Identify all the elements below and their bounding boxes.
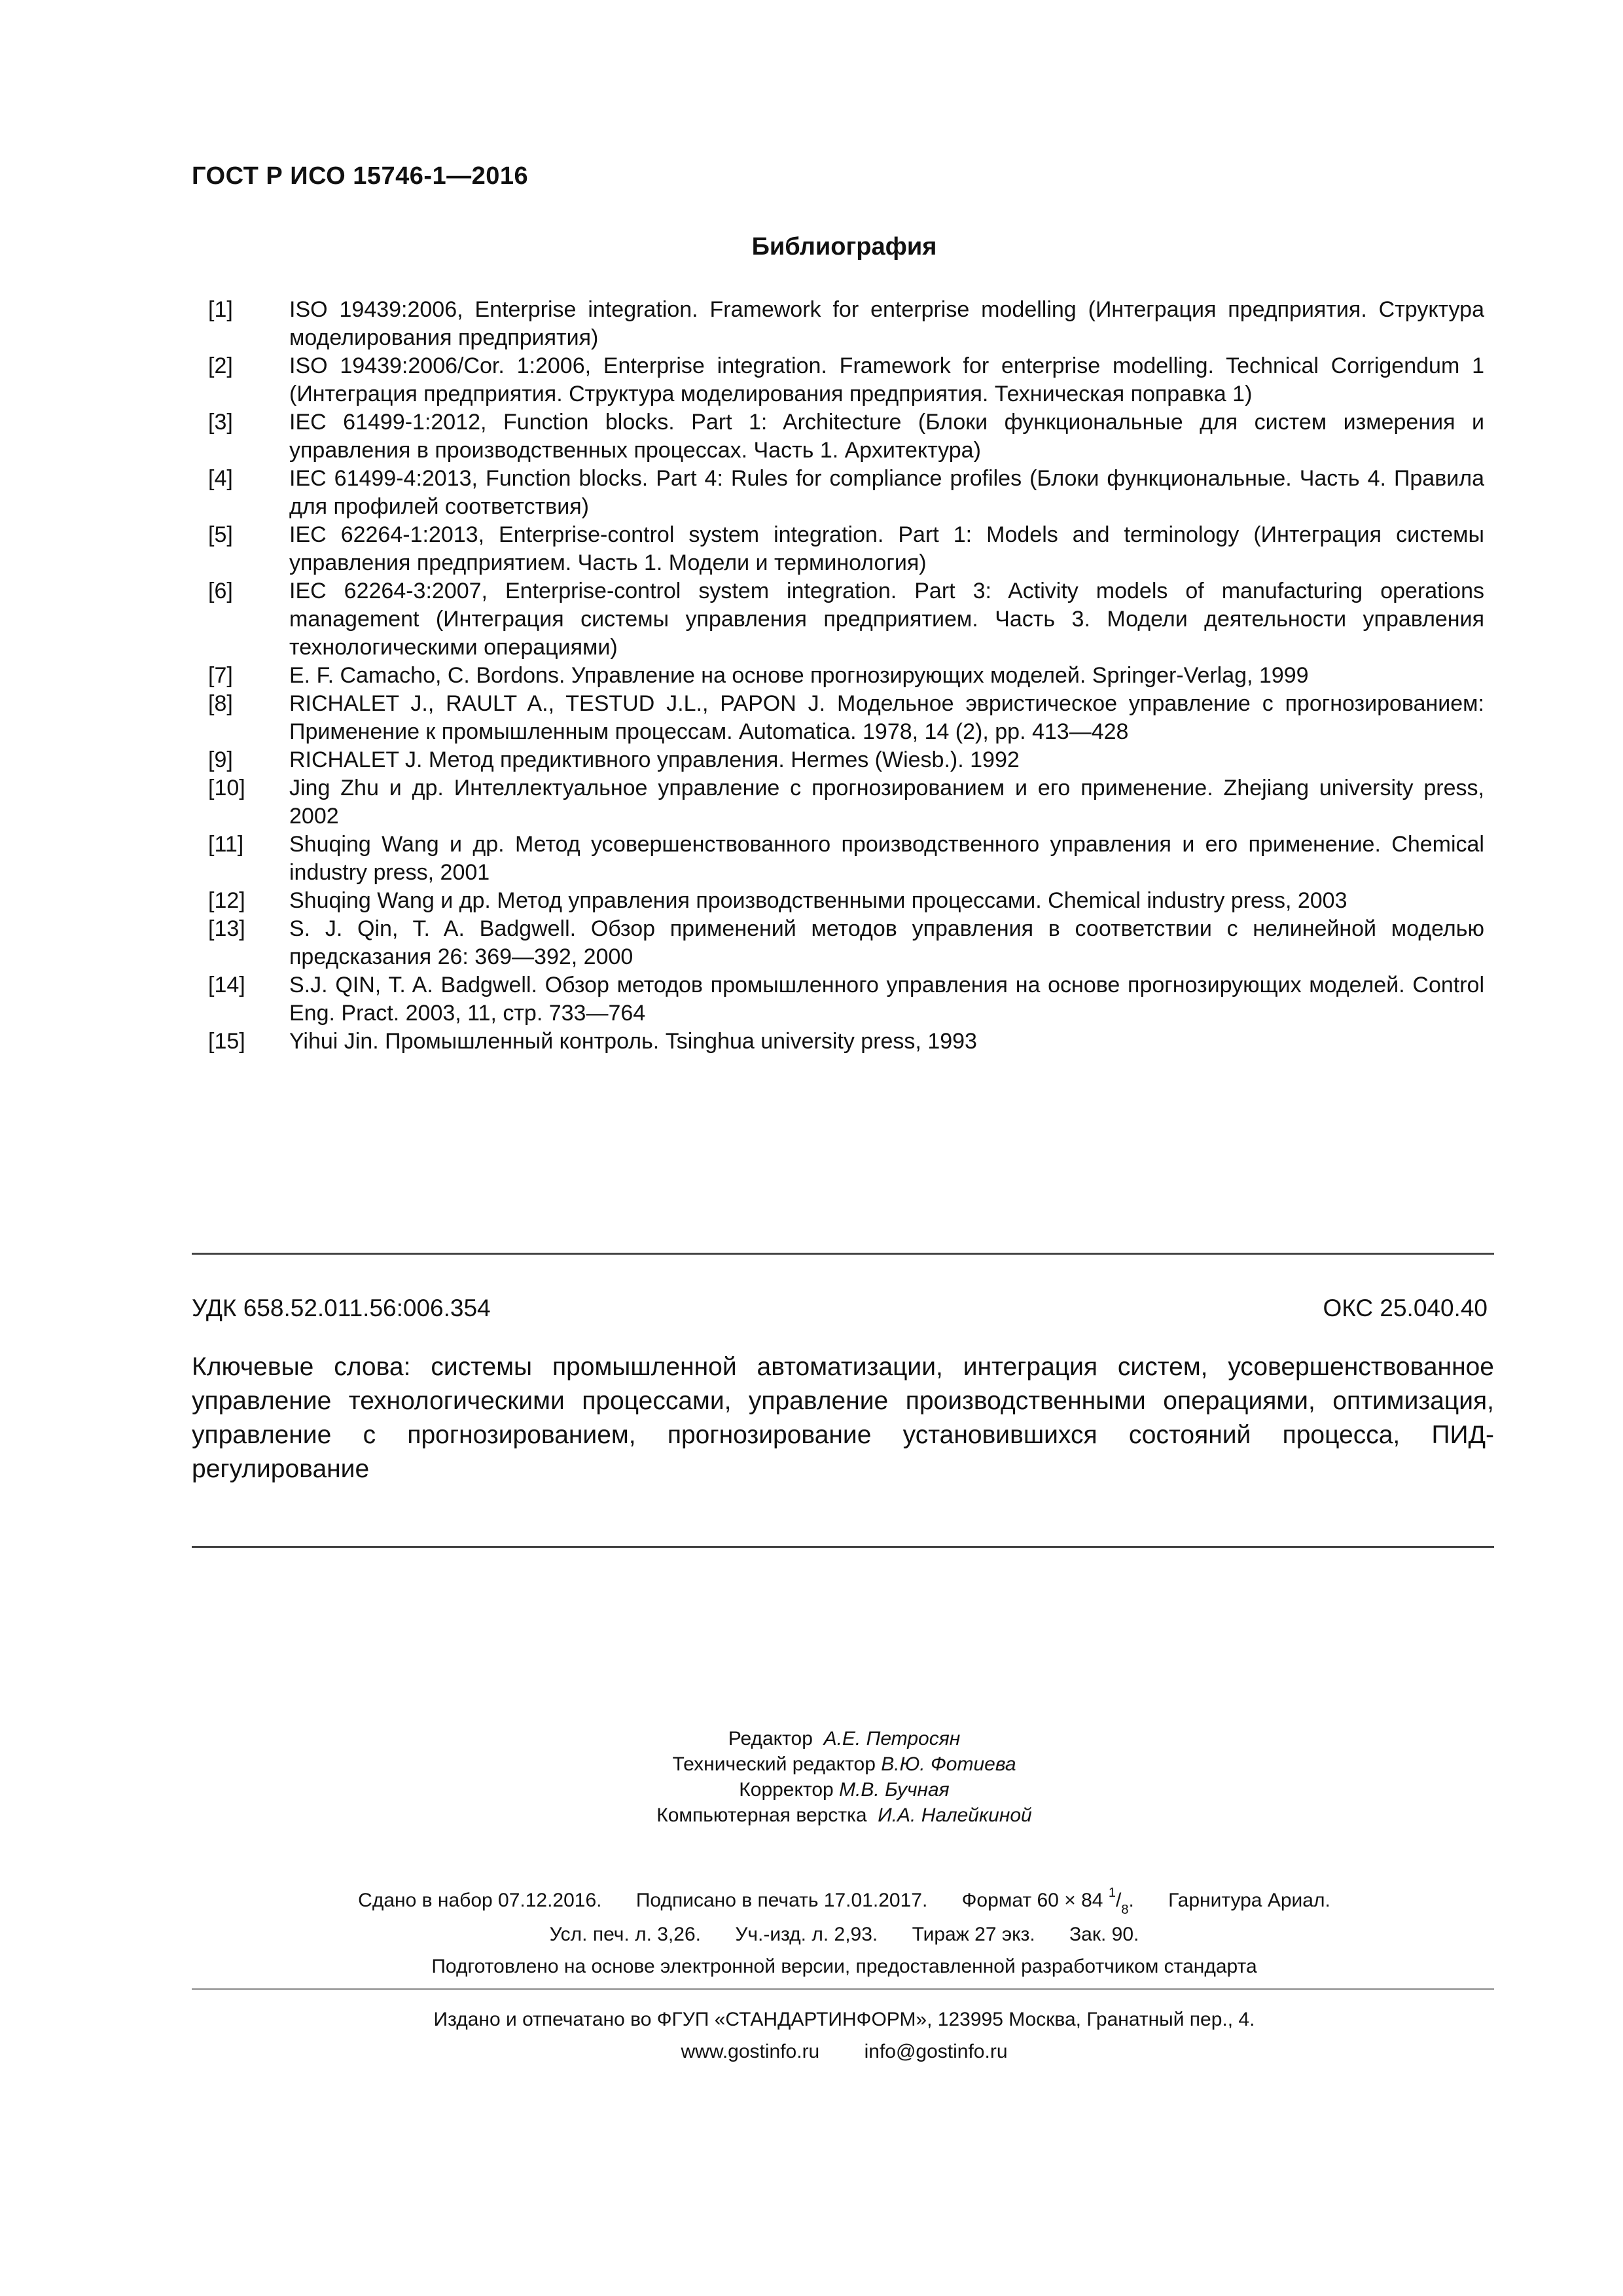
entry-text: S.J. QIN, T. A. Badgwell. Обзор методов промышленного управления на основе прогнозирующих моделей. Control Eng. Pract. 2003, 11, стр. 733—764 xyxy=(289,973,1484,1026)
entry-text: ISO 19439:2006/Cor. 1:2006, Enterprise integration. Framework for enterprise modelling. Technical Corrigendum 1 (Интеграция предприятия. Структура моделирования предприятия. Техническая поправка 1) xyxy=(289,353,1484,406)
entry-text: IEC 61499-4:2013, Function blocks. Part 4: Rules for compliance profiles (Блоки функциональные. Часть 4. Правила для профилей соответствия) xyxy=(289,466,1484,519)
entry-text: RICHALET J. Метод предиктивного управления. Hermes (Wiesb.). 1992 xyxy=(289,747,1020,772)
bibliography-heading: Библиография xyxy=(751,233,937,260)
bibliography-entry xyxy=(208,887,1484,915)
bibliography-entry xyxy=(208,774,1484,831)
entry-number: [10] xyxy=(208,776,245,800)
bibliography-entry xyxy=(208,352,1484,408)
website-link[interactable]: www.gostinfo.ru xyxy=(681,2041,820,2062)
entry-number: [11] xyxy=(208,832,244,857)
email-link[interactable]: info@gostinfo.ru xyxy=(864,2041,1008,2062)
credit-name: И.А. Налейкиной xyxy=(878,1804,1032,1826)
bibliography-entry xyxy=(208,577,1484,662)
entry-number: [9] xyxy=(208,747,233,772)
order-number: Зак. 90. xyxy=(1069,1924,1139,1945)
document-id: ГОСТ Р ИСО 15746-1—2016 xyxy=(192,162,529,190)
entry-number: [1] xyxy=(208,297,233,322)
credit-role: Технический редактор xyxy=(672,1753,876,1775)
credits-block xyxy=(0,1726,1623,1828)
divider-footer xyxy=(192,1988,1494,1990)
print-info-line-1 xyxy=(0,1888,1623,1915)
credit-name: В.Ю. Фотиева xyxy=(881,1753,1016,1775)
keywords xyxy=(192,1350,1494,1486)
format-info: Формат 60 × 84 $^1/_8$. xyxy=(961,1886,1134,1917)
entry-number: [5] xyxy=(208,522,233,547)
bibliography-entry xyxy=(208,746,1484,774)
keywords-text: системы промышленной автоматизации, интеграция систем, усовершенствованное управление технологическими процессами, управление производственными операциями, оптимизация, управление с прогнозированием, прогнозирование установившихся состояний процесса, ПИД-регулирование xyxy=(192,1353,1494,1483)
oks-code: ОКС 25.040.40 xyxy=(1323,1295,1488,1321)
credit-editor xyxy=(0,1726,1623,1751)
typeface: Гарнитура Ариал. xyxy=(1168,1890,1330,1911)
entry-text: IEC 61499-1:2012, Function blocks. Part 1: Architecture (Блоки функциональные для систем измерения и управления в производственных процессах. Часть 1. Архитектура) xyxy=(289,410,1484,463)
pub-sheets: Уч.-изд. л. 2,93. xyxy=(735,1924,878,1945)
entry-text: IEC 62264-1:2013, Enterprise-control system integration. Part 1: Models and terminology (Интеграция системы управления предприятием. Часть 1. Модели и терминология) xyxy=(289,522,1484,575)
publisher-contacts xyxy=(0,2041,1623,2063)
entry-number: [13] xyxy=(208,916,245,941)
credit-name: А.Е. Петросян xyxy=(823,1728,961,1749)
credit-layout xyxy=(0,1803,1623,1828)
credit-corrector xyxy=(0,1777,1623,1803)
entry-number: [2] xyxy=(208,353,233,378)
entry-number: [12] xyxy=(208,888,245,913)
bibliography-entry xyxy=(208,690,1484,746)
entry-text: S. J. Qin, T. A. Badgwell. Обзор применений методов управления в соответствии с нелинейной моделью предсказания 26: 369—392, 2000 xyxy=(289,916,1484,969)
bibliography-entry xyxy=(208,915,1484,971)
divider-top xyxy=(192,1253,1494,1255)
submitted-date: Сдано в набор 07.12.2016. xyxy=(358,1890,602,1911)
prepared-note: Подготовлено на основе электронной версии, предоставленной разработчиком стандарта xyxy=(431,1956,1257,1977)
entry-number: [4] xyxy=(208,466,233,491)
udk-code: УДК 658.52.011.56:006.354 xyxy=(192,1295,491,1321)
entry-number: [15] xyxy=(208,1029,245,1054)
publisher-line: Издано и отпечатано во ФГУП «СТАНДАРТИНФОРМ», 123995 Москва, Гранатный пер., 4. xyxy=(433,2009,1255,2030)
entry-text: Yihui Jin. Промышленный контроль. Tsinghua university press, 1993 xyxy=(289,1029,977,1054)
credit-name: М.В. Бучная xyxy=(839,1779,950,1801)
bibliography-entry xyxy=(208,662,1484,690)
entry-number: [6] xyxy=(208,579,233,603)
entry-number: [3] xyxy=(208,410,233,435)
credit-role: Корректор xyxy=(739,1779,834,1801)
bibliography-entry xyxy=(208,1028,1484,1056)
entry-text: ISO 19439:2006, Enterprise integration. Framework for enterprise modelling (Интеграция предприятия. Структура моделирования предприятия) xyxy=(289,297,1484,350)
print-info-line-2 xyxy=(0,1924,1623,1946)
bibliography-entry xyxy=(208,831,1484,887)
entry-number: [14] xyxy=(208,973,245,997)
entry-number: [7] xyxy=(208,663,233,688)
copies: Тираж 27 экз. xyxy=(912,1924,1035,1945)
bibliography-entry xyxy=(208,296,1484,352)
bibliography-entry xyxy=(208,465,1484,521)
entry-text: IEC 62264-3:2007, Enterprise-control system integration. Part 3: Activity models of manufacturing operations management (Интеграция системы управления предприятием. Часть 3. Модели деятельности управления технологическими операциями) xyxy=(289,579,1484,660)
bibliography-entry xyxy=(208,971,1484,1028)
bibliography-entry xyxy=(208,521,1484,577)
entry-text: Jing Zhu и др. Интеллектуальное управление с прогнозированием и его применение. Zhejiang university press, 2002 xyxy=(289,776,1484,829)
keywords-label: Ключевые слова: xyxy=(192,1353,411,1381)
entry-text: Shuqing Wang и др. Метод усовершенствованного производственного управления и его применение. Chemical industry press, 2001 xyxy=(289,832,1484,885)
sheets: Усл. печ. л. 3,26. xyxy=(549,1924,701,1945)
signed-date: Подписано в печать 17.01.2017. xyxy=(635,1890,928,1911)
credit-role: Компьютерная верстка xyxy=(656,1804,867,1826)
entry-text: Shuqing Wang и др. Метод управления производственными процессами. Chemical industry press, 2003 xyxy=(289,888,1347,913)
bibliography-list xyxy=(208,296,1484,1056)
divider-bottom xyxy=(192,1546,1494,1548)
entry-text: RICHALET J., RAULT A., TESTUD J.L., PAPON J. Модельное эвристическое управление с прогнозированием: Применение к промышленным процессам. Automatica. 1978, 14 (2), pp. 413—428 xyxy=(289,691,1484,744)
credit-tech-editor xyxy=(0,1751,1623,1777)
credit-role: Редактор xyxy=(728,1728,813,1749)
bibliography-entry xyxy=(208,408,1484,465)
entry-number: [8] xyxy=(208,691,233,716)
entry-text: E. F. Camacho, C. Bordons. Управление на основе прогнозирующих моделей. Springer-Verlag, 1999 xyxy=(289,663,1309,688)
